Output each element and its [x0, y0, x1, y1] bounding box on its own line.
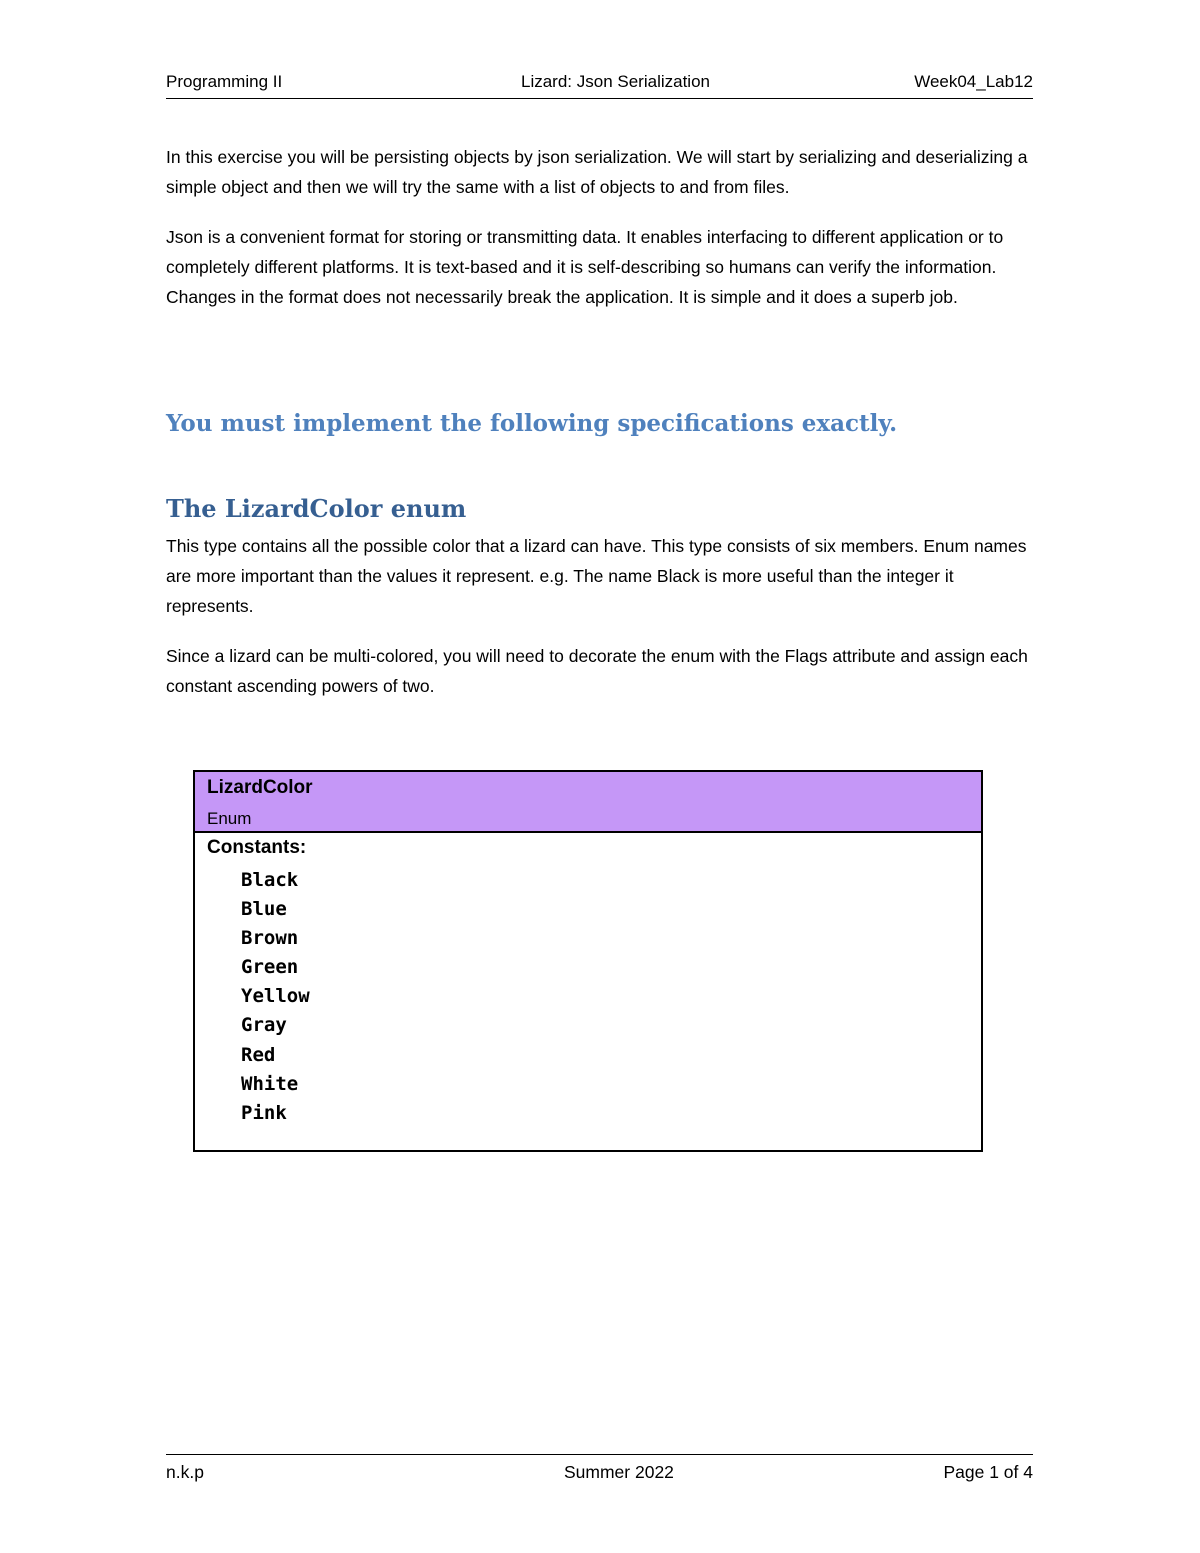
enum-constant: White — [241, 1072, 299, 1095]
spec-heading: You must implement the following specifications exactly. — [166, 410, 898, 437]
enum-constant: Blue — [241, 898, 287, 921]
enum-box-header — [195, 772, 981, 833]
enum-kind: Enum — [207, 809, 252, 828]
page-header — [166, 72, 1033, 99]
enum-constant: Yellow — [241, 985, 310, 1008]
enum-name: LizardColor — [207, 777, 313, 798]
enum-constant: Pink — [241, 1101, 287, 1124]
enum-constant: Black — [241, 869, 299, 891]
header-title: Lizard: Json Serialization — [521, 72, 710, 91]
constants-label: Constants: — [207, 837, 307, 858]
constants-list — [241, 866, 310, 1128]
enum-constant: Brown — [241, 927, 299, 950]
header-course: Programming II — [166, 72, 283, 91]
page-footer — [166, 1454, 1033, 1485]
intro-paragraph-2: Json is a convenient format for storing or transmitting data. It enables interfacing to different application or to completely different platforms. It is text-based and it is self-describing so humans can verify the information. Changes in the format does not necessarily break the application. It is simple and it does a superb job. — [166, 227, 1004, 307]
section-paragraph-1: This type contains all the possible color that a lizard can have. This type consists of six members. Enum names are more important than the values it represent. e.g. The name Black is more useful than the integer it represents. — [166, 536, 1027, 616]
section-paragraph-2: Since a lizard can be multi-colored, you will need to decorate the enum with the Flags attribute and assign each constant ascending powers of two. — [166, 646, 1028, 696]
enum-class-box — [193, 770, 983, 1152]
enum-constant: Gray — [241, 1014, 287, 1037]
header-lab: Week04_Lab12 — [914, 72, 1033, 91]
enum-constant: Green — [241, 956, 299, 979]
intro-paragraph-1: In this exercise you will be persisting objects by json serialization. We will start by serializing and deserializing a simple object and then we will try the same with a list of objects to and from files. — [166, 147, 1028, 197]
footer-page-number: Page 1 of 4 — [943, 1462, 1033, 1482]
footer-term: Summer 2022 — [564, 1462, 674, 1482]
section-heading: The LizardColor enum — [166, 494, 467, 523]
enum-constant: Red — [241, 1043, 276, 1066]
footer-author: n.k.p — [166, 1462, 204, 1482]
